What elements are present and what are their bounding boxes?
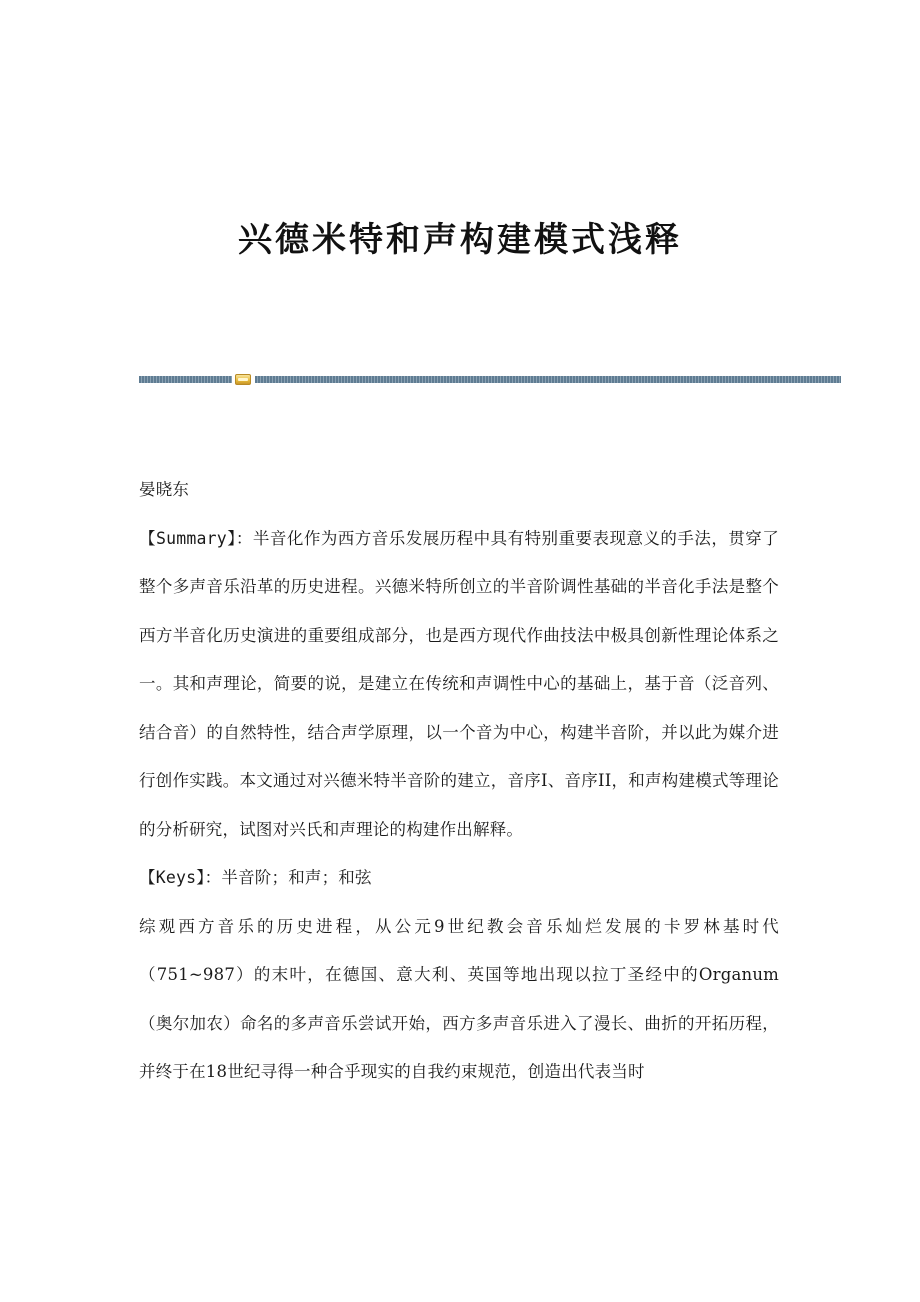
- keys-paragraph: [139, 854, 779, 903]
- summary-text: 半音化作为西方音乐发展历程中具有特别重要表现意义的手法，贯穿了整个多声音乐沿革的历史进程。兴德米特所创立的半音阶调性基础的半音化手法是整个西方半音化历史演进的重要组成部分，也是西方现代作曲技法中极具创新性理论体系之一。其和声理论，简要的说，是建立在传统和声调性中心的基础上，基于音（泛音列、结合音）的自然特性，结合声学原理，以一个音为中心，构建半音阶，并以此为媒介进行创作实践。本文通过对兴德米特半音阶的建立，音序I、音序II，和声构建模式等理论的分析研究，试图对兴氏和声理论的构建作出解释。: [139, 528, 779, 839]
- summary-label: 【Summary】：: [139, 528, 253, 548]
- divider-emblem-icon: [235, 374, 251, 385]
- page-title: 兴德米特和声构建模式浅释: [238, 220, 682, 260]
- body-paragraph: 综观西方音乐的历史进程，从公元9世纪教会音乐灿烂发展的卡罗林基时代（751~987）的末叶，在德国、意大利、英国等地出现以拉丁圣经中的Organum（奥尔加农）命名的多声音乐尝试开始，西方多声音乐进入了漫长、曲折的开拓历程，并终于在18世纪寻得一种合乎现实的自我约束规范，创造出代表当时: [139, 916, 779, 1081]
- divider-bar-left: [139, 376, 232, 383]
- divider-bar-right: [255, 376, 841, 383]
- title-divider: [139, 374, 841, 384]
- summary-paragraph: [139, 515, 779, 855]
- author-name: 晏晓东: [139, 480, 190, 499]
- keys-label: 【Keys】：: [139, 868, 222, 887]
- article-body: [139, 466, 779, 1097]
- keys-text: 半音阶；和声；和弦: [221, 868, 372, 887]
